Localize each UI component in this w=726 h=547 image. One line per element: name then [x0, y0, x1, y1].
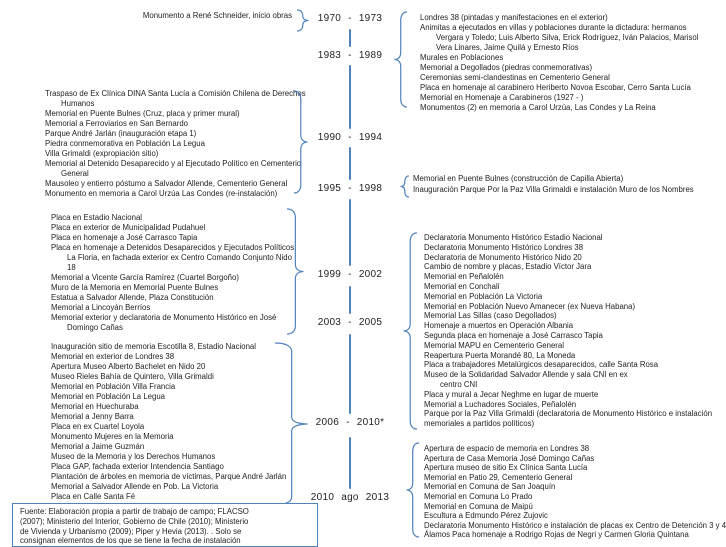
memorial-item: Memorial exterior y declaratoria de Monumento Histórico en José [51, 313, 277, 322]
memorial-item: Mausoleo y entierro póstumo a Salvador Allende, Cementerio General [45, 179, 288, 188]
memorial-item: Memorial a Jaime Guzmán [51, 442, 145, 451]
memorial-item: Apertura museo de sitio Ex Clínica Santa Lucía [424, 463, 588, 473]
memorial-item: Memorial en Población La Legua [51, 392, 165, 401]
memorial-item: Memorial en Patio 29, Cementerio General [424, 472, 573, 482]
period-label [300, 50, 400, 61]
memorial-item: Cambio de nombre y placas, Estadio Víctor Jara [424, 262, 592, 272]
memorial-item: Ceremonias semi-clandestinas en Cementerio General [420, 73, 610, 82]
memorial-item: Villa Grimaldi (expropiación sitio) [45, 149, 159, 158]
timeline-segment [349, 437, 351, 489]
source-note-box [12, 503, 318, 547]
left-list-2006-2010 [51, 342, 301, 502]
memorial-item: Declaratoria Monumento Histórico Londres 38 [424, 242, 584, 252]
memorial-item: Apertura Museo Alberto Bachelet en Nido 20 [51, 362, 206, 371]
period-separator: - [348, 13, 352, 24]
brace-right-1999-2005 [403, 232, 418, 430]
memorial-item: Placa en ex Cuartel Loyola [51, 422, 145, 431]
period-end: 2013 [365, 492, 390, 503]
memorial-item: Memorial Las Sillas (caso Degollados) [424, 311, 557, 321]
memorial-item: Placa en homenaje al carabinero Heriberto Novoa Escobar, Cerro Santa Lucía [420, 83, 691, 92]
memorial-item: Memorial a Vicente García Ramírez (Cuartel Borgoño) [51, 273, 239, 282]
memorial-item: Memorial a Ferroviarios en San Bernardo [45, 119, 189, 128]
brace-left-1970-1973 [296, 9, 309, 32]
memorial-item: Memorial en Comuna de Maipú [424, 501, 533, 511]
period-end: 1989 [358, 50, 383, 61]
memorial-item: Placa a trabajadores Metalúrgicos desaparecidos, calle Santa Rosa [424, 360, 659, 370]
timeline-segment [349, 199, 351, 266]
source-note-line: (2007); Ministerio del Interior, Gobierno de Chile (2010); Ministerio [20, 516, 249, 526]
memorial-item: Monumento a René Schneider, inicio obras [142, 11, 292, 20]
memorial-item: Animitas a ejecutados en villas y poblaciones durante la dictadura: hermanos [420, 23, 687, 32]
period-end: 2005 [358, 317, 383, 328]
left-list-1999-2002 [51, 213, 297, 333]
period-label [300, 417, 400, 428]
source-note-line: Fuente: Elaboración propia a partir de trabajo de campo; FLACSO [20, 507, 249, 516]
period-label [300, 132, 400, 143]
memorial-item: Parque por la Paz Villa Grimaldi (declaratoria de Monumento Histórico e instalación [424, 409, 713, 419]
memorial-item: 18 [67, 263, 76, 272]
right-list-1999-2005 [424, 233, 718, 429]
period-start: 2003 [317, 317, 342, 328]
memorial-item: Humanos [61, 99, 95, 108]
source-note-line: de Vivienda y Urbanismo (2009); Piper y Hevia (2013). . Solo se [20, 526, 242, 536]
memorial-item: Memorial en Población Villa Francia [51, 382, 176, 391]
memorial-item: Placa en Calle Santa Fé [51, 492, 136, 501]
memorial-item: Traspaso de Ex Clínica DINA Santa Lucía a Comisión Chilena de Derechos [45, 89, 306, 98]
memorial-item: Memorial a Degollados (piedras conmemorativas) [420, 63, 593, 72]
period-start: 2010 [310, 492, 335, 503]
memorial-item: Museo de la Solidaridad Salvador Allende y sala CNI en ex [424, 370, 628, 380]
memorial-item: Murales en Poblaciones [420, 53, 504, 62]
period-end: 2010* [356, 417, 385, 428]
brace-left-2006-2010 [274, 342, 308, 506]
memorial-item: Memorial a Luchadores Sociales, Peñalolén [424, 399, 577, 409]
period-separator: - [348, 132, 352, 143]
memorial-item: La Floria, en fachada exterior ex Centro Comando Conjunto Nido [67, 253, 292, 262]
memorial-item: Monumentos (2) en memoria a Carol Urzúa, Las Condes y La Reina [420, 103, 656, 112]
memorial-item: Memorial en Conchalí [424, 281, 500, 291]
memorial-item: Vera Linares, Jaime Quilá y Ernesto Ríos [436, 43, 579, 52]
memorial-item: Estatua a Salvador Allende, Plaza Constitución [51, 293, 214, 302]
memorial-item: Álamos Paca homenaje a Rodrigo Rojas de Negri y Carmen Gloria Quintana [424, 530, 689, 540]
memorial-item: Placa en homenaje a José Carrasco Tapia [51, 233, 198, 242]
period-separator: ago [341, 492, 359, 503]
period-label [300, 269, 400, 280]
memorial-item: Placa en Estadio Nacional [51, 213, 143, 222]
memorial-item: Declaratoria Monumento Histórico e instalación de placas ex Centro de Detención 3 y 4 [424, 520, 726, 530]
source-note-text [20, 507, 311, 546]
memorial-item: Memorial MAPU en Cementerio General [424, 340, 564, 350]
memorial-item: Memorial en Comuna Lo Prado [424, 491, 533, 501]
brace-left-1990-1994 [293, 90, 308, 194]
timeline-segment [349, 65, 351, 129]
period-label [300, 317, 400, 328]
memorial-item: Memorial a Salvador Allende en Pob. La Victoria [51, 482, 219, 491]
memorial-item: Domingo Cañas [67, 323, 123, 332]
period-start: 1995 [317, 183, 342, 194]
memorial-item: Museo de la Memoria y los Derechos Humanos [51, 452, 216, 461]
memorial-item: Reapertura Puerta Morandé 80, La Moneda [424, 350, 576, 360]
right-list-2010-2013 [424, 444, 726, 540]
memorial-item: Declaratoria de Monumento Histórico Nido 20 [424, 252, 582, 262]
period-separator: - [348, 183, 352, 194]
period-start: 1970 [317, 13, 342, 24]
memorial-item: Apertura de Casa Memoria José Domingo Cañas [424, 453, 595, 463]
memorial-item: Monumento en memoria a Carol Urzúa Las Condes (re-instalación) [45, 189, 278, 198]
period-start: 1990 [317, 132, 342, 143]
memorial-item: Memorial en Población Nuevo Amanecer (ex Nueva Habana) [424, 301, 636, 311]
memorial-item: Declaratoria Monumento Histórico Estadio Nacional [424, 233, 603, 242]
memorial-item: Memorial a Lincoyán Berríos [51, 303, 151, 312]
timeline-segment [349, 29, 351, 47]
memorial-item: Memorial al Detenido Desaparecido y al Ejecutado Político en Cementerio [45, 159, 302, 168]
timeline-segment [349, 286, 351, 314]
period-end: 2002 [358, 269, 383, 280]
memorial-item: Memorial en Población La Victoria [424, 291, 543, 301]
memorial-item: Museo Rieles Bahía de Quintero, Villa Grimaldi [51, 372, 214, 381]
memorial-item: Piedra conmemorativa en Población La Legua [45, 139, 205, 148]
period-end: 1998 [358, 183, 383, 194]
brace-right-1970-1989 [394, 11, 408, 108]
brace-right-1995-1998 [400, 175, 410, 198]
memorial-item: Placa y mural a Jecar Neghme en lugar de muerte [424, 389, 599, 399]
period-label [300, 183, 400, 194]
period-label [300, 492, 400, 503]
memorial-item: Homenaje a muertos en Operación Albania [424, 321, 574, 331]
right-list-1970-1989 [420, 13, 718, 113]
memorial-item: Memorial a Jenny Barra [51, 412, 134, 421]
memorial-item: Memorial en exterior de Londres 38 [51, 352, 175, 361]
right-list-1995-1998 [413, 174, 718, 195]
memorial-item: Inauguración Parque Por la Paz Villa Grimaldi e instalación Muro de los Nombres [413, 184, 694, 194]
left-list-1990-1994 [45, 89, 306, 199]
memorial-item: centro CNI [440, 379, 478, 389]
memorial-item: Memorial en Huechuraba [51, 402, 139, 411]
period-separator: - [346, 417, 350, 428]
period-label [300, 13, 400, 24]
memorial-item: Apertura de espacio de memoria en Londres 38 [424, 444, 590, 453]
memorial-item: Vergara y Toledo; Luis Alberto Silva, Erick Rodríguez, Iván Palacios, Marisol [436, 33, 699, 42]
period-separator: - [348, 269, 352, 280]
timeline-segment [349, 334, 351, 414]
source-note-line: consignan elementos de los que se tiene la fecha de instalación [20, 536, 241, 546]
memorial-item: Segunda placa en homenaje a José Carrasco Tapia [424, 330, 603, 340]
memorial-item: memoriales a partidos políticos) [424, 419, 535, 429]
memorial-item: Escultura a Edmundo Pérez Zujovic [424, 511, 548, 521]
memorial-item: Memorial en Puente Bulnes (Cruz, placa y primer mural) [45, 109, 240, 118]
memorial-item: Londres 38 (pintadas y manifestaciones en el exterior) [420, 13, 608, 22]
memorial-item: Memorial en Peñalolén [424, 272, 504, 282]
memorial-item: Muro de la Memoria en Memorial Puente Bulnes [51, 283, 219, 292]
memorial-item: Memorial en Puente Bulnes (construcción de Capilla Abierta) [413, 174, 624, 183]
period-separator: - [348, 50, 352, 61]
brace-right-2010-2013 [406, 442, 420, 538]
memorial-item: General [61, 169, 89, 178]
memorial-item: Placa en exterior de Municipalidad Pudahuel [51, 223, 206, 232]
period-end: 1973 [358, 13, 383, 24]
memorial-item: Memorial en Comuna de San Joaquín [424, 482, 556, 492]
period-start: 1983 [317, 50, 342, 61]
period-start: 2006 [315, 417, 340, 428]
memorial-item: Parque André Jarlán (inauguración etapa 1) [45, 129, 197, 138]
memorial-item: Placa en homenaje a Detenidos Desaparecidos y Ejecutados Políticos [51, 243, 295, 252]
memorial-item: Inauguración sitio de memoria Escotilla 8, Estadio Nacional [51, 342, 256, 351]
period-separator: - [348, 317, 352, 328]
memorial-item: Placa GAP, fachada exterior Intendencia Santiago [51, 462, 224, 471]
memorial-item: Plantación de árboles en memoria de víctimas, Parque André Jarlán [51, 472, 287, 481]
memorial-item: Memorial en Homenaje a Carabineros (1927 - ) [420, 93, 584, 102]
memorial-item: Monumento Mujeres en la Memoria [51, 432, 174, 441]
period-end: 1994 [358, 132, 383, 143]
period-start: 1999 [317, 269, 342, 280]
brace-left-1999-2002 [286, 208, 304, 335]
left-list-1970-1973 [140, 11, 292, 21]
timeline-segment [349, 147, 351, 180]
